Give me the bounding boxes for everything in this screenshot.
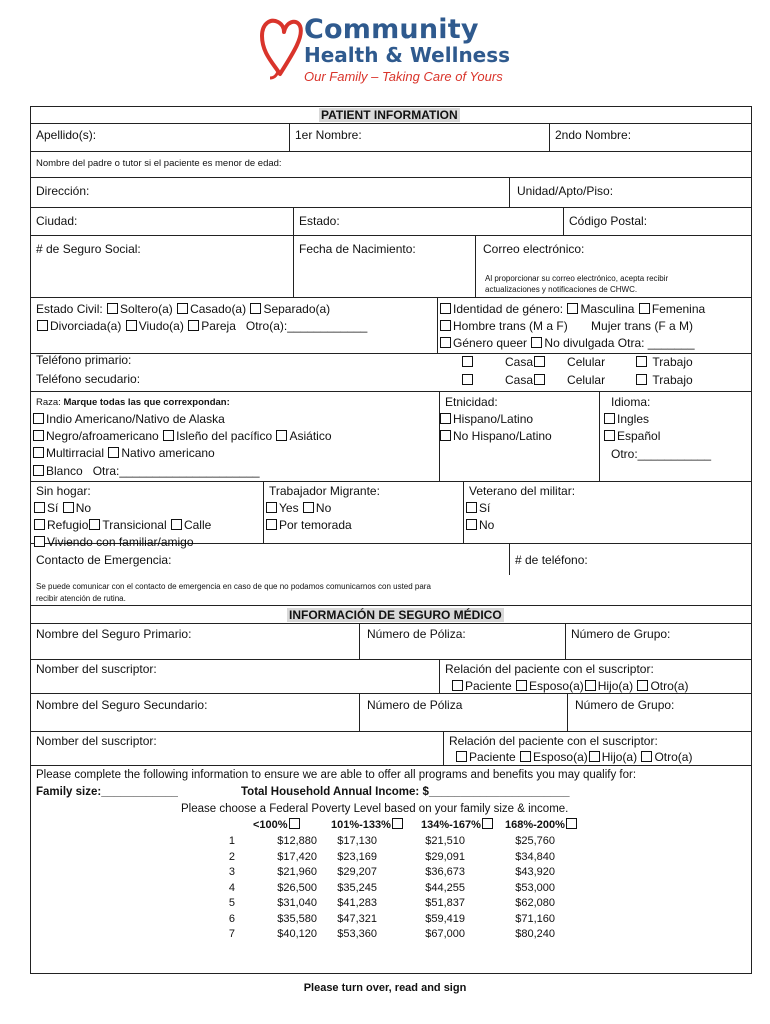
- rel2-esposo-checkbox[interactable]: [520, 751, 531, 762]
- rel1-otro-checkbox[interactable]: [637, 680, 648, 691]
- phone2-checkbox[interactable]: [462, 374, 473, 385]
- race-row-2: [32, 429, 332, 443]
- fpl-cell: $71,160: [515, 912, 555, 925]
- homeless-si-checkbox[interactable]: [34, 502, 45, 513]
- negro-checkbox[interactable]: [33, 430, 44, 441]
- brand-tagline: Our Family – Taking Care of Yours: [304, 69, 503, 84]
- homeless-row-3: [33, 535, 194, 549]
- veteran-row-2: [465, 518, 494, 532]
- mujer-trans-label: Mujer trans (F a M): [591, 319, 694, 333]
- fpl-family-size: 5: [228, 897, 235, 909]
- fpl-cell: $17,130: [337, 835, 377, 847]
- viviendo-checkbox[interactable]: [34, 536, 45, 547]
- phone1-checkbox[interactable]: [462, 356, 473, 367]
- migrant-no-checkbox[interactable]: [303, 502, 314, 513]
- emergency-phone-field[interactable]: # de teléfono:: [515, 553, 588, 567]
- casa-label-2: Casa: [505, 373, 534, 387]
- language-label: Idioma:: [611, 395, 651, 409]
- state-field[interactable]: Estado:: [299, 214, 340, 228]
- fpl-cell: $41,283: [337, 897, 377, 909]
- rel2-hijo-label: Hijo(a): [601, 750, 638, 764]
- asiatico-label: Asiático: [289, 429, 332, 443]
- rel1-paciente-checkbox[interactable]: [452, 680, 463, 691]
- migrant-no-label: No: [315, 501, 332, 515]
- isleno-checkbox[interactable]: [163, 430, 174, 441]
- viudo-checkbox[interactable]: [126, 320, 137, 331]
- fpl-cell: $35,580: [277, 912, 317, 925]
- subscriber1-field[interactable]: Nomber del suscriptor:: [36, 662, 157, 676]
- homeless-no-label: No: [75, 501, 92, 515]
- otra-raza-field[interactable]: Otra:_____________________: [92, 464, 260, 478]
- separado-checkbox[interactable]: [250, 303, 261, 314]
- brand-name-line2: Health & Wellness: [304, 43, 511, 67]
- fpl-cell: $29,207: [337, 866, 377, 878]
- viviendo-label: Viviendo con familiar/amigo: [47, 535, 194, 549]
- asiatico-checkbox[interactable]: [276, 430, 287, 441]
- masculina-checkbox[interactable]: [567, 303, 578, 314]
- first-name-field[interactable]: 1er Nombre:: [295, 128, 362, 142]
- divorciado-label: Divorciada(a): [50, 319, 122, 333]
- no-hispano-checkbox[interactable]: [440, 430, 451, 441]
- logo: [258, 12, 518, 88]
- emergency-note-line1: Se puede comunicar con el contacto de emergencia en caso de que no podamos comunicarnos con usted para: [36, 582, 431, 591]
- turn-over-note: Please turn over, read and sign: [303, 982, 467, 994]
- fpl-cell: $62,080: [515, 897, 555, 909]
- phone-type-row-2: [461, 373, 693, 387]
- rel2-esposo-label: Esposo(a): [533, 750, 588, 764]
- fpl-checkbox-0[interactable]: [289, 818, 300, 829]
- relation2-options: [455, 750, 692, 764]
- fpl-family-size: 4: [228, 881, 235, 894]
- trabajo-label: Trabajo: [652, 355, 693, 369]
- policy1-field[interactable]: Número de Póliza:: [367, 627, 466, 641]
- transicional-label: Transicional: [102, 518, 167, 532]
- email-note-line2: actualizaciones y notificaciones de CHWC.: [485, 285, 638, 294]
- homeless-si-label: Sí: [47, 501, 59, 515]
- fpl-cell: $47,321: [337, 912, 377, 925]
- ingles-checkbox[interactable]: [604, 413, 615, 424]
- veteran-label: Veterano del militar:: [469, 484, 576, 498]
- viudo-label: Viudo(a): [138, 319, 184, 333]
- hispano-label: Hispano/Latino: [453, 412, 534, 426]
- fpl-header-1: [331, 818, 405, 832]
- trabajo1-checkbox[interactable]: [636, 356, 647, 367]
- casa1-checkbox[interactable]: [534, 356, 545, 367]
- femenina-label: Femenina: [651, 302, 706, 316]
- patient-form: [30, 106, 752, 974]
- guardian-name-field[interactable]: Nombre del padre o tutor si el paciente es menor de edad:: [36, 158, 282, 169]
- group1-field[interactable]: Número de Grupo:: [571, 627, 671, 641]
- rel2-paciente-label: Paciente: [469, 750, 516, 764]
- email-note-line1: Al proporcionar su correo electrónico, acepta recibir: [485, 274, 669, 283]
- calle-checkbox[interactable]: [171, 519, 182, 530]
- fpl-header-label: 134%-167%: [421, 819, 481, 831]
- fpl-cell: $51,837: [425, 897, 465, 909]
- rel2-otro-checkbox[interactable]: [641, 751, 652, 762]
- rel2-hijo-checkbox[interactable]: [589, 751, 600, 762]
- blanco-checkbox[interactable]: [33, 465, 44, 476]
- fpl-cell: $43,920: [515, 866, 555, 878]
- rel1-paciente-label: Paciente: [465, 679, 512, 693]
- hispano-checkbox[interactable]: [440, 413, 451, 424]
- fpl-cell: $59,419: [425, 912, 465, 925]
- phone-type-row-1: [461, 355, 693, 369]
- otro-idioma-field[interactable]: Otro:___________: [611, 447, 712, 461]
- fpl-cell: $23,169: [337, 850, 377, 863]
- ethnicity-row-2: [439, 429, 552, 443]
- no-divulgada-checkbox[interactable]: [531, 337, 542, 348]
- poverty-intro: Please complete the following information to ensure we are able to offer all programs and benefits you may qualify for:: [36, 769, 637, 781]
- veteran-no-label: No: [479, 518, 495, 532]
- gender-group-3: [439, 336, 695, 350]
- fpl-family-size: 1: [228, 835, 235, 847]
- fpl-cell: $12,880: [277, 835, 317, 847]
- dob-field[interactable]: Fecha de Nacimiento:: [299, 242, 416, 256]
- migrant-yes-label: Yes: [279, 501, 299, 515]
- fpl-header-3: [505, 818, 579, 832]
- fpl-cell: $36,673: [425, 866, 465, 878]
- fpl-header-2: [421, 818, 495, 832]
- femenina-checkbox[interactable]: [639, 303, 650, 314]
- ssn-field[interactable]: # de Seguro Social:: [36, 242, 141, 256]
- subscriber2-field[interactable]: Nomber del suscriptor:: [36, 734, 157, 748]
- casado-checkbox[interactable]: [177, 303, 188, 314]
- fpl-header-label: 101%-133%: [331, 819, 391, 831]
- soltero-checkbox[interactable]: [107, 303, 118, 314]
- fpl-header-label: 168%-200%: [505, 819, 565, 831]
- rel1-hijo-label: Hijo(a): [597, 679, 634, 693]
- isleno-label: Isleño del pacífico: [176, 429, 273, 443]
- city-field[interactable]: Ciudad:: [36, 214, 78, 228]
- divorciado-checkbox[interactable]: [37, 320, 48, 331]
- fpl-cell: $44,255: [425, 881, 465, 894]
- fpl-family-size: 6: [228, 912, 235, 925]
- migrant-row-2: [265, 518, 352, 532]
- casado-label: Casado(a): [190, 302, 247, 316]
- casa-label: Casa: [505, 355, 534, 369]
- ethnicity-label: Etnicidad:: [445, 395, 498, 409]
- refugio-checkbox[interactable]: [34, 519, 45, 530]
- fpl-cell: $21,960: [277, 866, 317, 878]
- casa2-checkbox[interactable]: [534, 374, 545, 385]
- fpl-cell: $26,500: [277, 881, 317, 894]
- fpl-cell: $53,000: [515, 881, 555, 894]
- negro-label: Negro/afroamericano: [46, 429, 159, 443]
- hombre-trans-checkbox[interactable]: [440, 320, 451, 331]
- nativo-label: Nativo americano: [121, 446, 215, 460]
- multirracial-checkbox[interactable]: [33, 447, 44, 458]
- pareja-checkbox[interactable]: [188, 320, 199, 331]
- multirracial-label: Multirracial: [46, 446, 105, 460]
- homeless-label: Sin hogar:: [36, 484, 91, 498]
- ethnicity-row-1: [439, 412, 533, 426]
- celular-label: Celular: [567, 355, 606, 369]
- homeless-row-1: [33, 501, 91, 515]
- veteran-si-label: Sí: [479, 501, 491, 515]
- migrant-row-1: [265, 501, 331, 515]
- ingles-label: Ingles: [617, 412, 650, 426]
- fpl-cell: $67,000: [425, 928, 465, 940]
- identidad-checkbox[interactable]: [440, 303, 451, 314]
- marital-status-group: [36, 302, 330, 316]
- relation1-label: Relación del paciente con el suscriptor:: [445, 662, 654, 676]
- rel1-otro-label: Otro(a): [650, 679, 689, 693]
- temporada-checkbox[interactable]: [266, 519, 277, 530]
- emergency-note-line2: recibir atención de rutina.: [36, 594, 126, 603]
- trabajo2-checkbox[interactable]: [636, 374, 647, 385]
- temporada-label: Por temorada: [279, 518, 352, 532]
- fpl-header-0: [253, 818, 302, 832]
- relation2-label: Relación del paciente con el suscriptor:: [449, 734, 658, 748]
- fpl-cell: $17,420: [277, 850, 317, 863]
- emergency-contact-field[interactable]: Contacto de Emergencia:: [36, 553, 172, 567]
- fpl-checkbox-3[interactable]: [566, 818, 577, 829]
- no-hispano-label: No Hispano/Latino: [453, 429, 552, 443]
- apellidos-field[interactable]: Apellido(s):: [36, 128, 97, 142]
- race-instruction: Marque todas las que correxpondan:: [63, 397, 230, 408]
- veteran-si-checkbox[interactable]: [466, 502, 477, 513]
- brand-name-line1: Community: [304, 14, 479, 45]
- hombre-trans-label: Hombre trans (M a F): [453, 319, 568, 333]
- trabajo-label-2: Trabajo: [652, 373, 693, 387]
- language-row-1: [603, 412, 649, 426]
- indio-label: Indio Americano/Nativo de Alaska: [46, 412, 225, 426]
- migrant-label: Trabajador Migrante:: [269, 484, 380, 498]
- fpl-family-size: 2: [228, 850, 235, 863]
- genero-queer-checkbox[interactable]: [440, 337, 451, 348]
- fpl-cell: $40,120: [277, 928, 317, 940]
- fpl-family-size: 7: [228, 928, 235, 940]
- email-field[interactable]: Correo electrónico:: [483, 242, 585, 256]
- race-row-3: [32, 446, 215, 460]
- secondary-phone-field[interactable]: Teléfono secudario:: [36, 372, 141, 386]
- rel1-hijo-checkbox[interactable]: [585, 680, 596, 691]
- veteran-no-checkbox[interactable]: [466, 519, 477, 530]
- address-field[interactable]: Dirección:: [36, 184, 90, 198]
- zip-field[interactable]: Código Postal:: [569, 214, 648, 228]
- primary-insurance-field[interactable]: Nombre del Seguro Primario:: [36, 627, 192, 641]
- fpl-cell: $21,510: [425, 835, 465, 847]
- fpl-cell: $80,240: [515, 928, 555, 940]
- espanol-label: Español: [617, 429, 661, 443]
- blanco-label: Blanco: [46, 464, 83, 478]
- household-income-field[interactable]: Total Household Annual Income: $______________________: [241, 786, 570, 798]
- group2-field[interactable]: Número de Grupo:: [575, 698, 675, 712]
- language-row-2: [603, 429, 660, 443]
- identidad-label: Identidad de género:: [453, 302, 564, 316]
- soltero-label: Soltero(a): [120, 302, 173, 316]
- fpl-cell: $31,040: [277, 897, 317, 909]
- indio-checkbox[interactable]: [33, 413, 44, 424]
- fpl-cell: $34,840: [515, 850, 555, 863]
- migrant-yes-checkbox[interactable]: [266, 502, 277, 513]
- policy2-field[interactable]: Número de Póliza: [367, 698, 463, 712]
- transicional-checkbox[interactable]: [89, 519, 100, 530]
- gender-group-2: [439, 319, 693, 333]
- rel1-esposo-checkbox[interactable]: [516, 680, 527, 691]
- primary-phone-field[interactable]: Teléfono primario:: [36, 353, 132, 367]
- fpl-cell: $35,245: [337, 881, 377, 894]
- relation1-options: [451, 679, 688, 693]
- unit-field[interactable]: Unidad/Apto/Piso:: [517, 184, 614, 198]
- rel1-esposo-label: Esposo(a): [529, 679, 584, 693]
- fpl-cell: $53,360: [337, 928, 377, 940]
- refugio-label: Refugio: [47, 518, 89, 532]
- fpl-family-size: 3: [228, 866, 235, 878]
- celular-label-2: Celular: [567, 373, 606, 387]
- fpl-cell: $25,760: [515, 835, 555, 847]
- homeless-no-checkbox[interactable]: [63, 502, 74, 513]
- marital-status-group-2: [36, 319, 367, 333]
- fpl-cell: $29,091: [425, 850, 465, 863]
- heart-logo-icon: [258, 12, 304, 82]
- calle-label: Calle: [183, 518, 212, 532]
- race-row-1: [32, 412, 225, 426]
- middle-name-field[interactable]: 2ndo Nombre:: [555, 128, 632, 142]
- fpl-header-label: <100%: [253, 819, 288, 831]
- race-label-row: [36, 396, 230, 410]
- fpl-checkbox-1[interactable]: [392, 818, 403, 829]
- masculina-label: Masculina: [580, 302, 635, 316]
- secondary-insurance-field[interactable]: Nombre del Seguro Secundario:: [36, 698, 208, 712]
- race-label: Raza:: [36, 397, 61, 408]
- nativo-checkbox[interactable]: [108, 447, 119, 458]
- fpl-instruction: Please choose a Federal Poverty Level based on your family size & income.: [181, 803, 569, 815]
- race-row-4: [32, 464, 260, 478]
- gender-group: [439, 302, 705, 316]
- otro-civil-field[interactable]: Otro(a):____________: [245, 319, 368, 333]
- fpl-checkbox-2[interactable]: [482, 818, 493, 829]
- homeless-row-2: [33, 518, 211, 532]
- marital-label: Estado Civil:: [36, 302, 103, 316]
- family-size-field[interactable]: Family size:____________: [36, 786, 178, 798]
- espanol-checkbox[interactable]: [604, 430, 615, 441]
- separado-label: Separado(a): [263, 302, 331, 316]
- rel2-otro-label: Otro(a): [654, 750, 693, 764]
- patient-info-header: PATIENT INFORMATION: [321, 108, 458, 122]
- rel2-paciente-checkbox[interactable]: [456, 751, 467, 762]
- pareja-label: Pareja: [201, 319, 236, 333]
- no-divulgada-label: No divulgada Otra: _______: [544, 336, 695, 350]
- veteran-row-1: [465, 501, 490, 515]
- insurance-header: INFORMACIÓN DE SEGURO MÉDICO: [289, 608, 502, 622]
- genero-queer-label: Género queer: [453, 336, 528, 350]
